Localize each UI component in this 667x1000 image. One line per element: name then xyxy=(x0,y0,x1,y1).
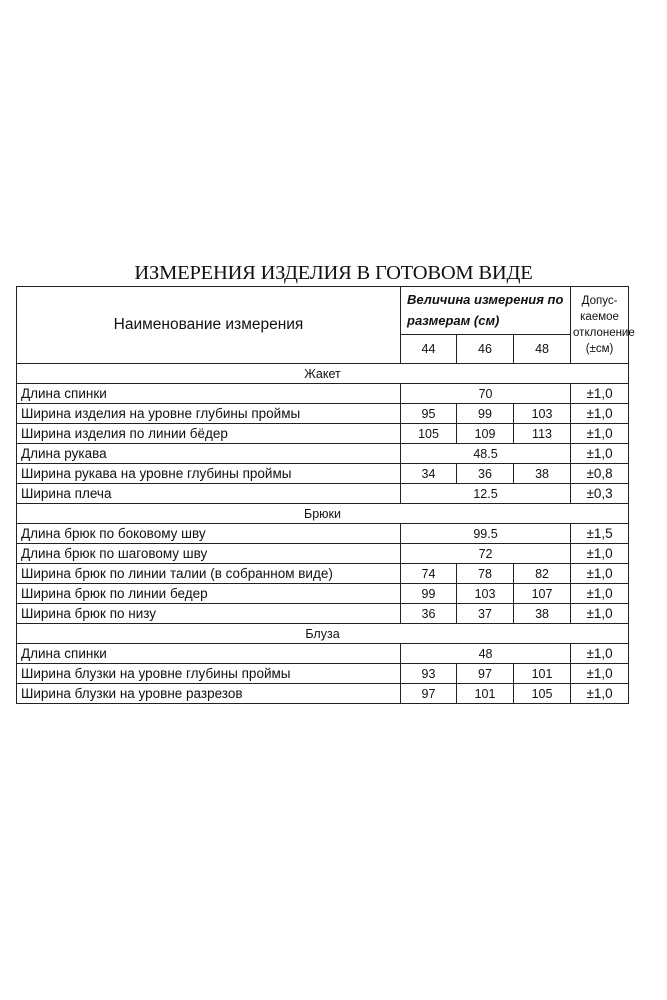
size-44: 44 xyxy=(401,334,457,363)
table-row xyxy=(17,464,629,484)
measurement-value: 107 xyxy=(514,584,571,604)
tolerance-value: ±0,8 xyxy=(571,464,629,484)
measurement-name: Ширина брюк по линии бедер xyxy=(17,584,401,604)
measurement-value: 99 xyxy=(457,404,514,424)
measurement-name: Ширина изделия по линии бёдер xyxy=(17,424,401,444)
tolerance-value: ±1,0 xyxy=(571,684,629,704)
section-title: Блуза xyxy=(17,624,629,644)
tolerance-value: ±1,0 xyxy=(571,404,629,424)
measurement-name: Длина брюк по боковому шву xyxy=(17,524,401,544)
measurement-value: 113 xyxy=(514,424,571,444)
section-row xyxy=(17,364,629,384)
table-row xyxy=(17,404,629,424)
measurement-value: 105 xyxy=(514,684,571,704)
measurement-value: 37 xyxy=(457,604,514,624)
header-tolerance xyxy=(571,287,635,364)
header-tolerance-line-2: каемое xyxy=(580,311,619,323)
tolerance-value: ±1,0 xyxy=(571,544,629,564)
table-row xyxy=(17,524,629,544)
measurements-table xyxy=(16,286,635,704)
table-row xyxy=(17,684,629,704)
measurement-name: Ширина изделия на уровне глубины проймы xyxy=(17,404,401,424)
tolerance-value: ±1,0 xyxy=(571,664,629,684)
measurement-name: Ширина блузки на уровне глубины проймы xyxy=(17,664,401,684)
tolerance-value: ±1,0 xyxy=(571,444,629,464)
table-row xyxy=(17,384,629,404)
table-row xyxy=(17,664,629,684)
size-48: 48 xyxy=(514,334,571,363)
measurement-name: Длина спинки xyxy=(17,644,401,664)
tolerance-value: ±1,0 xyxy=(571,564,629,584)
header-tolerance-line-4: (±см) xyxy=(585,343,614,355)
section-title: Жакет xyxy=(17,364,629,384)
table-row xyxy=(17,424,629,444)
measurement-value: 38 xyxy=(514,464,571,484)
section-row xyxy=(17,624,629,644)
measurement-value-common: 48 xyxy=(401,644,571,664)
measurement-value: 101 xyxy=(514,664,571,684)
measurement-value: 36 xyxy=(457,464,514,484)
measurement-value: 105 xyxy=(401,424,457,444)
measurement-value: 97 xyxy=(457,664,514,684)
tolerance-value: ±1,0 xyxy=(571,384,629,404)
table-row xyxy=(17,544,629,564)
measurement-name: Ширина плеча xyxy=(17,484,401,504)
measurement-value: 82 xyxy=(514,564,571,584)
table-row xyxy=(17,444,629,464)
measurement-name: Длина брюк по шаговому шву xyxy=(17,544,401,564)
section-row xyxy=(17,504,629,524)
measurement-value: 38 xyxy=(514,604,571,624)
tolerance-value: ±1,0 xyxy=(571,644,629,664)
measurement-name: Ширина брюк по низу xyxy=(17,604,401,624)
measurement-value: 103 xyxy=(514,404,571,424)
tolerance-value: ±0,3 xyxy=(571,484,629,504)
measurement-value: 97 xyxy=(401,684,457,704)
measurement-value: 36 xyxy=(401,604,457,624)
table-row xyxy=(17,564,629,584)
measurement-name: Ширина брюк по линии талии (в собранном виде) xyxy=(17,564,401,584)
measurement-name: Длина рукава xyxy=(17,444,401,464)
measurement-name: Длина спинки xyxy=(17,384,401,404)
measurement-value: 101 xyxy=(457,684,514,704)
measurement-value: 95 xyxy=(401,404,457,424)
measurement-name: Ширина блузки на уровне разрезов xyxy=(17,684,401,704)
measurement-value: 34 xyxy=(401,464,457,484)
header-measurement-name: Наименование измерения xyxy=(17,287,401,364)
measurement-value: 93 xyxy=(401,664,457,684)
tolerance-value: ±1,0 xyxy=(571,584,629,604)
header-size-values: Величина измерения по размерам (см) xyxy=(401,287,571,335)
table-row xyxy=(17,584,629,604)
header-tolerance-line-3: отклонение xyxy=(573,327,635,339)
table-body xyxy=(17,364,629,704)
measurement-value: 78 xyxy=(457,564,514,584)
table-row xyxy=(17,644,629,664)
measurement-value: 99 xyxy=(401,584,457,604)
measurement-value-common: 12.5 xyxy=(401,484,571,504)
size-46: 46 xyxy=(457,334,514,363)
section-title: Брюки xyxy=(17,504,629,524)
measurement-value: 109 xyxy=(457,424,514,444)
table-row xyxy=(17,484,629,504)
measurement-name: Ширина рукава на уровне глубины проймы xyxy=(17,464,401,484)
tolerance-value: ±1,0 xyxy=(571,604,629,624)
tolerance-value: ±1,5 xyxy=(571,524,629,544)
measurement-value: 103 xyxy=(457,584,514,604)
measurement-value-common: 99.5 xyxy=(401,524,571,544)
measurement-value-common: 72 xyxy=(401,544,571,564)
table-header-row xyxy=(17,287,629,335)
tolerance-value: ±1,0 xyxy=(571,424,629,444)
header-tolerance-line-1: Допус- xyxy=(581,295,618,307)
measurement-value: 74 xyxy=(401,564,457,584)
page-title: ИЗМЕРЕНИЯ ИЗДЕЛИЯ В ГОТОВОМ ВИДЕ xyxy=(134,262,533,284)
measurement-value-common: 48.5 xyxy=(401,444,571,464)
measurement-value-common: 70 xyxy=(401,384,571,404)
table-row xyxy=(17,604,629,624)
